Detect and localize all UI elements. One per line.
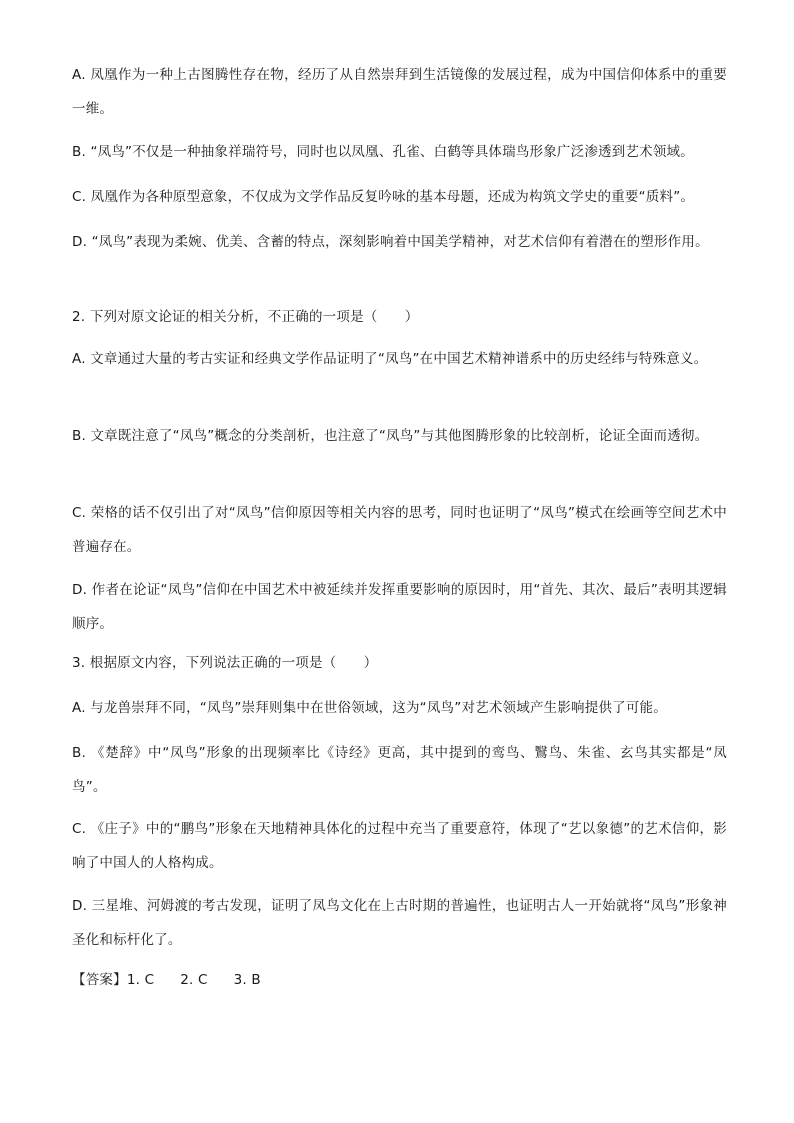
q1-option-b: B. “凤鸟”不仅是一种抽象祥瑞符号，同时也以凤凰、孔雀、白鹤等具体瑞鸟形象广泛渗透到艺术领域。 xyxy=(72,144,694,160)
q2-option-b: B. 文章既注意了“凤鸟”概念的分类剖析，也注意了“凤鸟”与其他图腾形象的比较剖析，论证全面而透彻。 xyxy=(72,428,709,444)
answer-2: 2. C xyxy=(180,972,208,988)
q3-option-d: D. 三星堆、河姆渡的考古发现，证明了凤鸟文化在上古时期的普遍性，也证明古人一开始就将“凤鸟”形象神圣化和标杆化了。 xyxy=(72,898,727,948)
q2-option-d: D. 作者在论证“凤鸟”信仰在中国艺术中被延续并发挥重要影响的原因时，用“首先、其次、最后”表明其逻辑顺序。 xyxy=(72,582,727,632)
answer-label: 【答案】 xyxy=(72,972,127,988)
q3-option-c: C. 《庄子》中的“鹏鸟”形象在天地精神具体化的过程中充当了重要意符，体现了“艺以象德”的艺术信仰，影响了中国人的人格构成。 xyxy=(72,821,727,871)
q2-stem: 2. 下列对原文论证的相关分析，不正确的一项是（ ） xyxy=(72,309,419,325)
q2-option-a: A. 文章通过大量的考古实证和经典文学作品证明了“凤鸟”在中国艺术精神谱系中的历史经纬与特殊意义。 xyxy=(72,351,708,367)
answer-1: 1. C xyxy=(126,972,155,988)
q3-stem: 3. 根据原文内容，下列说法正确的一项是（ ） xyxy=(72,655,378,671)
q1-option-d: D. “凤鸟”表现为柔婉、优美、含蓄的特点，深刻影响着中国美学精神，对艺术信仰有着潜在的塑形作用。 xyxy=(72,234,709,250)
q2-option-c: C. 荣格的话不仅引出了对“凤鸟”信仰原因等相关内容的思考，同时也证明了“凤鸟”模式在绘画等空间艺术中普遍存在。 xyxy=(72,505,727,555)
q1-option-c: C. 凤凰作为各种原型意象，不仅成为文学作品反复吟咏的基本母题，还成为构筑文学史的重要“质料”。 xyxy=(72,189,695,205)
q3-option-b: B. 《楚辞》中“凤鸟”形象的出现频率比《诗经》更高，其中提到的鸾鸟、鷖鸟、朱雀、玄鸟其实都是“凤鸟”。 xyxy=(72,745,727,795)
answer-3: 3. B xyxy=(233,972,261,988)
answer-line xyxy=(72,963,727,997)
q1-option-a: A. 凤凰作为一种上古图腾性存在物，经历了从自然崇拜到生活镜像的发展过程，成为中国信仰体系中的重要一维。 xyxy=(72,67,727,117)
q3-option-a: A. 与龙兽崇拜不同，“凤鸟”崇拜则集中在世俗领域，这为“凤鸟”对艺术领域产生影响提供了可能。 xyxy=(72,700,667,716)
